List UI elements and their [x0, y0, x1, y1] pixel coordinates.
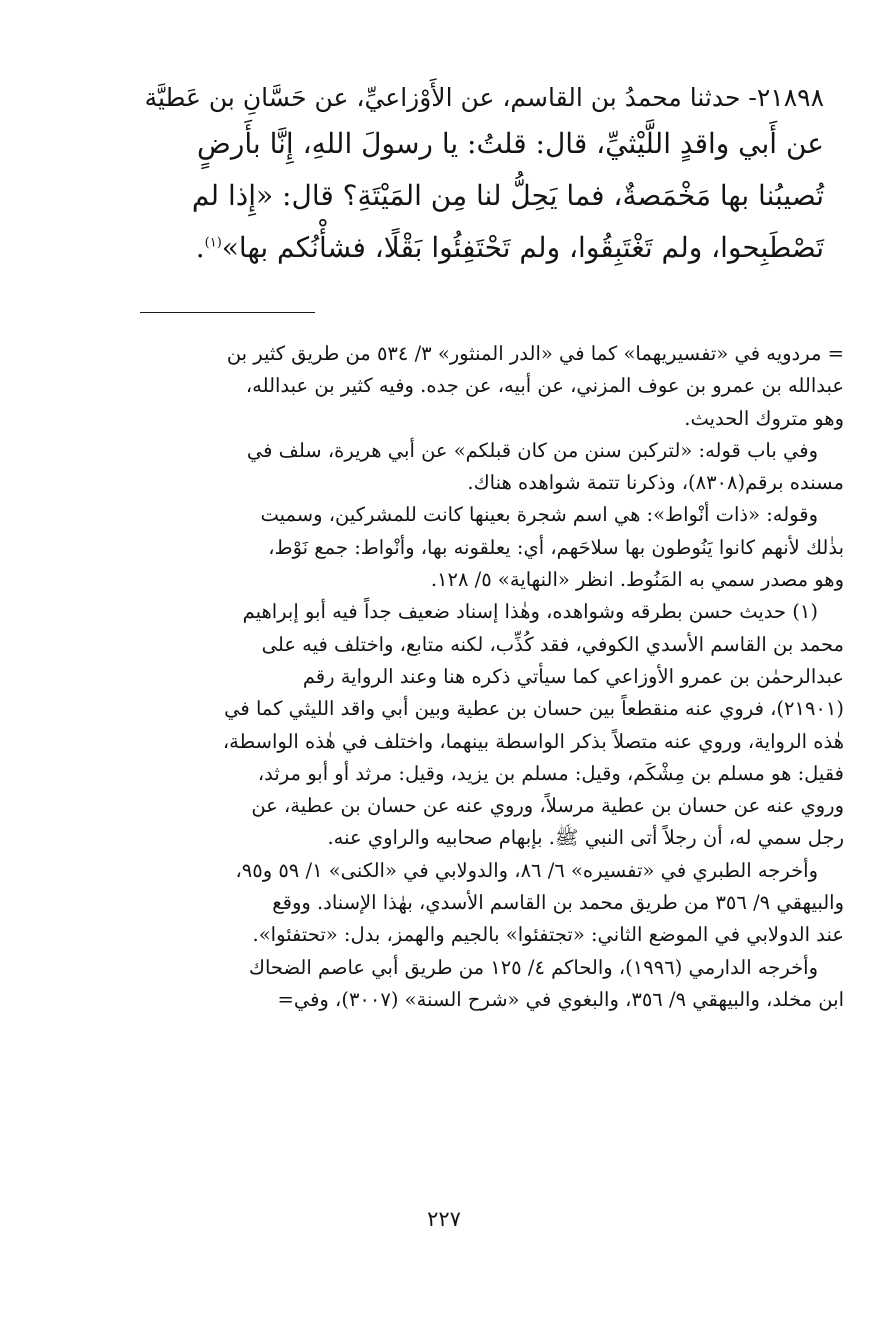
hadith-line-4 [150, 222, 824, 274]
footnote-separator-rule [140, 312, 315, 313]
footnotes-section [150, 338, 844, 1016]
footnote-line: وفي باب قوله: «لتركبن سنن من كان قبلكم» عن أبي هريرة، سلف في [246, 438, 818, 462]
footnote-line: مسنده برقم(٨٣٠٨)، وذكرنا تتمة شواهده هناك. [467, 471, 844, 495]
footnote-line: وأخرجه الدارمي (١٩٩٦)، والحاكم ٤/ ١٢٥ من طريق أبي عاصم الضحاك [248, 955, 818, 979]
footnote-marker: (١) [204, 235, 222, 251]
footnote-paragraph-3 [150, 499, 844, 596]
footnote-line: = مردويه في «تفسيريهما» كما في «الدر المنثور» ٣/ ٥٣٤ من طريق كثير بن [226, 342, 844, 365]
footnote-line: عبدالله بن عمرو بن عوف المزني، عن أبيه، عن جده. وفيه كثير بن عبدالله، [245, 374, 844, 398]
footnote-line: وهو مصدر سمي به المَنُوط. انظر «النهاية» ٥/ ١٢٨. [430, 568, 844, 592]
footnote-line: وقوله: «ذات أنْواط»: هي اسم شجرة بعينها كانت للمشركين، وسميت [260, 503, 818, 527]
footnote-line: بذٰلك لأنهم كانوا يَنُوطون بها سلاحَهم، أي: يعلقونه بها، وأنْواط: جمع نَوْط، [268, 535, 844, 559]
footnote-paragraph-1 [150, 338, 844, 435]
footnote-line: ابن مخلد، والبيهقي ٩/ ٣٥٦، والبغوي في «شرح السنة» (٣٠٠٧)، وفي= [277, 987, 844, 1011]
hadith-main-text [144, 78, 824, 274]
footnote-paragraph-2 [150, 435, 844, 500]
hadith-line-2: عن أَبي واقدٍ اللَّيْثيِّ، قال: قلتُ: يا رسولَ اللهِ، إِنَّا بأَرضٍ [197, 127, 824, 160]
hadith-line-4-end: . [195, 231, 205, 264]
footnote-paragraph-6 [150, 952, 844, 1017]
footnote-line: هٰذه الرواية، وروي عنه متصلاً بذكر الواسطة بينهما، واختلف في هٰذه الواسطة، [222, 729, 844, 753]
footnote-paragraph-4 [150, 596, 844, 854]
footnote-line: (٢١٩٠١)، فروي عنه منقطعاً بين حسان بن عطية وبين أبي واقد الليثي كما في [224, 697, 844, 721]
footnote-line: رجل سمي له، أن رجلاً أتى النبي ﷺ. بإبهام صحابيه والراوي عنه. [327, 826, 844, 850]
footnote-line: (١) حديث حسن بطرقه وشواهده، وهٰذا إسناد ضعيف جداً فيه أبو إبراهيم [242, 600, 818, 624]
footnote-line: فقيل: هو مسلم بن مِشْكَم، وقيل: مسلم بن يزيد، وقيل: مرثد أو أبو مرثد، [257, 761, 844, 785]
hadith-line-3: تُصيبُنا بها مَخْمَصةٌ، فما يَحِلُّ لنا مِن المَيْتَةِ؟ قال: «إِذا لم [191, 179, 824, 212]
footnote-line: عبدالرحمٰن بن عمرو الأوزاعي كما سيأتي ذكره هنا وعند الرواية رقم [302, 664, 844, 688]
footnote-line: والبيهقي ٩/ ٣٥٦ من طريق محمد بن القاسم الأسدي، بهٰذا الإسناد. ووقع [272, 891, 844, 915]
footnote-line: محمد بن القاسم الأسدي الكوفي، فقد كُذِّب، لكنه متابع، واختلف فيه على [261, 632, 844, 656]
footnote-line: وأخرجه الطبري في «تفسيره» ٦/ ٨٦، والدولابي في «الكنى» ١/ ٥٩ و٩٥، [235, 858, 818, 882]
hadith-line-4-text: تَصْطَبِحوا، ولم تَغْتَبِقُوا، ولم تَحْتَفِئُوا بَقْلًا، فشأْنُكم بها» [221, 231, 824, 264]
footnote-line: وهو متروك الحديث. [684, 406, 844, 430]
page-number: ٢٢٧ [427, 1207, 461, 1231]
footnote-paragraph-5 [150, 855, 844, 952]
footnote-line: عند الدولابي في الموضع الثاني: «تجتفئوا» بالجيم والهمز، بدل: «تحتفئوا». [252, 923, 844, 947]
footnote-line: وروي عنه عن حسان بن عطية مرسلاً، وروي عنه عن حسان بن عطية، عن [251, 794, 844, 818]
hadith-line-1: ٢١٨٩٨- حدثنا محمدُ بن القاسم، عن الأَوْزاعيِّ، عن حَسَّانِ بن عَطيَّة [144, 83, 824, 112]
